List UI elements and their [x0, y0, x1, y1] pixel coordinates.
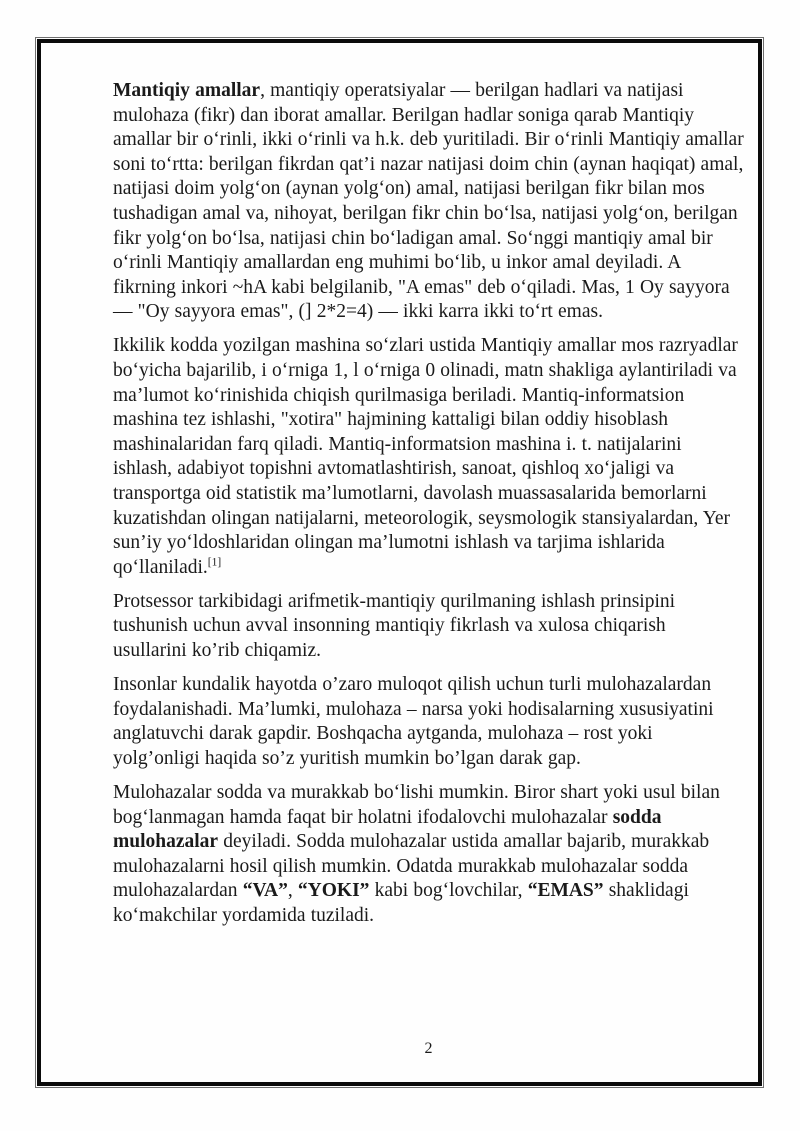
para-mulohazalar: [113, 781, 744, 929]
bold-text-run: Mantiqiy amallar: [113, 80, 261, 101]
footnote-ref: [1]: [207, 556, 222, 569]
document-body: [41, 43, 758, 938]
para-ikkilik-kodda: [113, 334, 744, 580]
text-run: ,: [287, 880, 298, 902]
para-insonlar: [113, 673, 744, 771]
text-run: deyiladi. Sodda mulohazalar ustida amallar bajarib, murakkab mulohazalarni hosil qilish mumkin. Odatda murakkab mulohazalar sodda mulohazalardan: [113, 831, 710, 902]
bold-text-run: “VA”: [242, 880, 288, 902]
text-run: Protsessor tarkibidagi arifmetik-mantiqiy qurilmaning ishlash prinsipini tushunish uchun avval insonning mantiqiy fikrlash va xulosa chiqarish usullarini ko’rib chiqamiz.: [113, 590, 676, 662]
page-number: 2: [424, 1040, 433, 1057]
text-run: kabi bog‘lovchilar,: [369, 880, 528, 902]
text-run: Mulohazalar sodda va murakkab bo‘lishi mumkin. Biror shart yoki usul bilan bog‘lanmagan hamda faqat bir holatni ifodalovchi mulohazalar: [113, 782, 720, 828]
text-run: shaklidagi ko‘makchilar yordamida tuziladi.: [113, 880, 689, 926]
para-protsessor: [113, 590, 744, 664]
text-run: Ikkilik kodda yozilgan mashina so‘zlari ustida Mantiqiy amallar mos razryadlar bo‘yicha bajarilib, i o‘rniga 1, l o‘rniga 0 olinadi, matn shakliga aylantiriladi va ma’lumot ko‘rinishida chiqish qurilmasiga beriladi. Mantiq-informatsion mashina tez ishlashi, "xotira" hajmining kattaligi bilan oddiy hisoblash mashinalaridan farq qiladi. Mantiq-informatsion mashina i. t. natijalarini ishlash, adabiyot topishni avtomatlashtirish, sanoat, qishloq xo‘jaligi va transportga oid statistik ma’lumotlarni, davolash muassasalarida bemorlarni kuzatishdan olingan natijalarni, meteorologik, seysmologik stansiyalardan, Yer sun’iy yo‘ldoshlaridan olingan ma’lumotni ishlash va tarjima ishlarida qo‘llaniladi.: [113, 335, 738, 578]
bold-text-run: “YOKI”: [297, 880, 370, 902]
page-border-inner: [37, 39, 762, 1086]
page-border: [35, 37, 764, 1088]
page-footer: [113, 1040, 744, 1058]
text-run: , mantiqiy operatsiyalar — berilgan hadlari va natijasi mulohaza (fikr) dan iborat amallar. Berilgan hadlar soniga qarab Mantiqiy amallar bir o‘rinli, ikki o‘rinli va h.k. deb yuritiladi. Bir o‘rinli Mantiqiy amallar soni to‘rtta: berilgan fikrdan qat’i nazar natijasi doim chin (aynan haqiqat) amal, natijasi doim yolg‘on (aynan yolg‘on) amal, natijasi berilgan fikr bilan mos tushadigan amal va, nihoyat, berilgan fikr chin bo‘lsa, natijasi yolg‘on, berilgan fikr yolg‘on bo‘lsa, natijasi chin bo‘ladigan amal. So‘nggi mantiqiy amal bir o‘rinli Mantiqiy amallardan eng muhimi bo‘lib, u inkor amal deyiladi. A fikrning inkori ~hA kabi belgilanib, "A emas" deb o‘qiladi. Mas, 1 Oy sayyora — "Oy sayyora emas", (] 2*2=4) — ikki karra ikki to‘rt emas.: [113, 80, 744, 323]
text-run: Insonlar kundalik hayotda o’zaro muloqot qilish uchun turli mulohazalardan foydalanishadi. Ma’lumki, mulohaza – narsa yoki hodisalarning xususiyatini anglatuvchi darak gapdir. Boshqacha aytganda, mulohaza – rost yoki yolg’onligi haqida so’z yuritish mumkin bo’lgan darak gap.: [113, 674, 714, 769]
bold-text-run: sodda mulohazalar: [113, 806, 662, 853]
bold-text-run: “EMAS”: [527, 880, 604, 902]
para-mantiqiy-amallar: [113, 79, 744, 325]
